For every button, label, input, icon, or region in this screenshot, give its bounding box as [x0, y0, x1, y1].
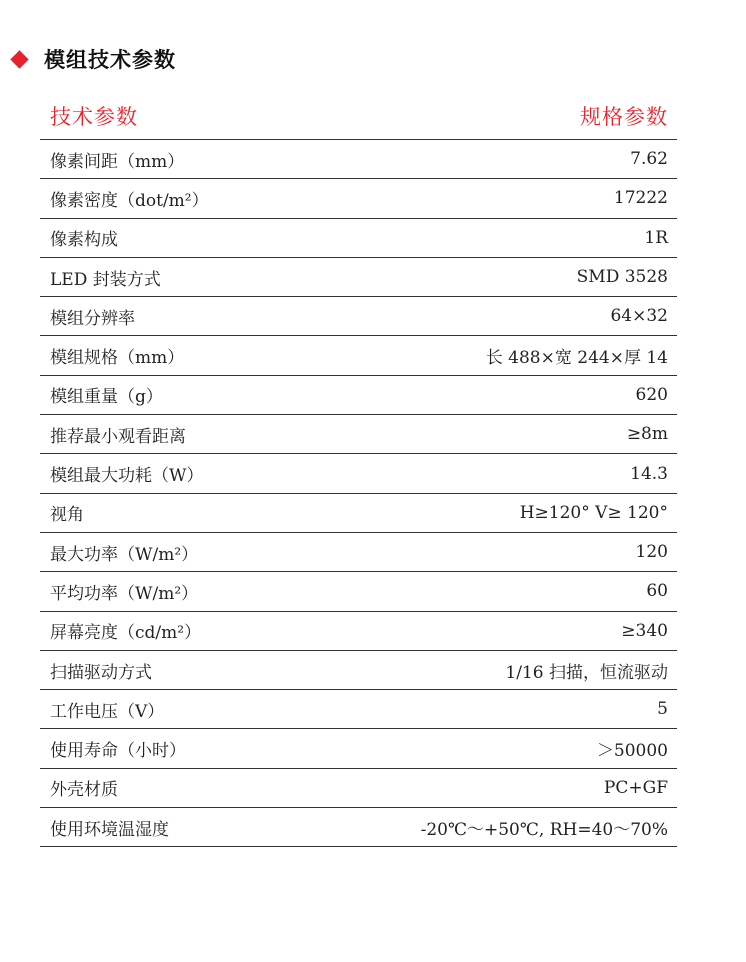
spec-table	[40, 92, 677, 847]
table-row	[40, 494, 677, 533]
row-value: ≥8m	[626, 424, 668, 445]
row-value: ≥340	[621, 620, 668, 641]
row-label: 模组最大功耗（W）	[50, 466, 204, 487]
table-row	[40, 219, 677, 258]
row-label: 视角	[50, 505, 84, 526]
row-label: LED 封装方式	[50, 269, 161, 290]
table-body	[40, 140, 677, 847]
table-row	[40, 651, 677, 690]
row-value: -20℃～+50℃, RH=40～70%	[420, 819, 668, 840]
row-label: 模组重量（g）	[50, 387, 163, 408]
section-header	[9, 42, 176, 76]
table-row	[40, 533, 677, 572]
table-row	[40, 336, 677, 375]
row-label: 模组规格（mm）	[50, 348, 185, 369]
table-row	[40, 690, 677, 729]
row-label: 像素密度（dot/m²）	[50, 190, 209, 211]
diamond-bullet-icon	[10, 50, 28, 68]
section-title: 模组技术参数	[44, 48, 176, 72]
row-label: 像素构成	[50, 230, 118, 251]
row-value: 17222	[613, 188, 668, 209]
table-row	[40, 572, 677, 611]
row-value: SMD 3528	[576, 267, 668, 288]
row-value: 长 488×宽 244×厚 14	[485, 348, 668, 369]
table-row	[40, 376, 677, 415]
table-row	[40, 179, 677, 218]
row-value: 5	[657, 699, 668, 720]
row-label: 推荐最小观看距离	[50, 426, 186, 447]
table-row	[40, 140, 677, 179]
header-parameter: 技术参数	[50, 104, 138, 129]
row-value: 120	[635, 542, 668, 563]
table-row	[40, 612, 677, 651]
table-row	[40, 415, 677, 454]
row-value: 620	[635, 384, 668, 405]
header-specification: 规格参数	[580, 104, 668, 129]
table-row	[40, 258, 677, 297]
row-label: 模组分辨率	[50, 308, 135, 329]
row-value: ＞50000	[596, 741, 668, 762]
table-row	[40, 808, 677, 847]
row-label: 使用环境温湿度	[50, 819, 169, 840]
table-row	[40, 297, 677, 336]
row-label: 像素间距（mm）	[50, 151, 185, 172]
row-value: PC+GF	[603, 777, 668, 798]
table-row	[40, 769, 677, 808]
row-value: 1/16 扫描，恒流驱动	[505, 662, 668, 683]
row-label: 使用寿命（小时）	[50, 741, 186, 762]
row-value: H≥120° V≥ 120°	[519, 502, 668, 523]
table-row	[40, 454, 677, 493]
row-value: 1R	[644, 227, 668, 248]
row-label: 最大功率（W/m²）	[50, 544, 199, 565]
row-label: 工作电压（V）	[50, 701, 165, 722]
row-label: 外壳材质	[50, 780, 118, 801]
row-value: 7.62	[630, 149, 668, 170]
row-label: 屏幕亮度（cd/m²）	[50, 623, 202, 644]
table-header-row	[40, 92, 677, 140]
row-label: 平均功率（W/m²）	[50, 583, 199, 604]
row-value: 14.3	[630, 463, 668, 484]
row-label: 扫描驱动方式	[50, 662, 152, 683]
table-row	[40, 729, 677, 768]
row-value: 60	[646, 581, 668, 602]
row-value: 64×32	[610, 306, 668, 327]
